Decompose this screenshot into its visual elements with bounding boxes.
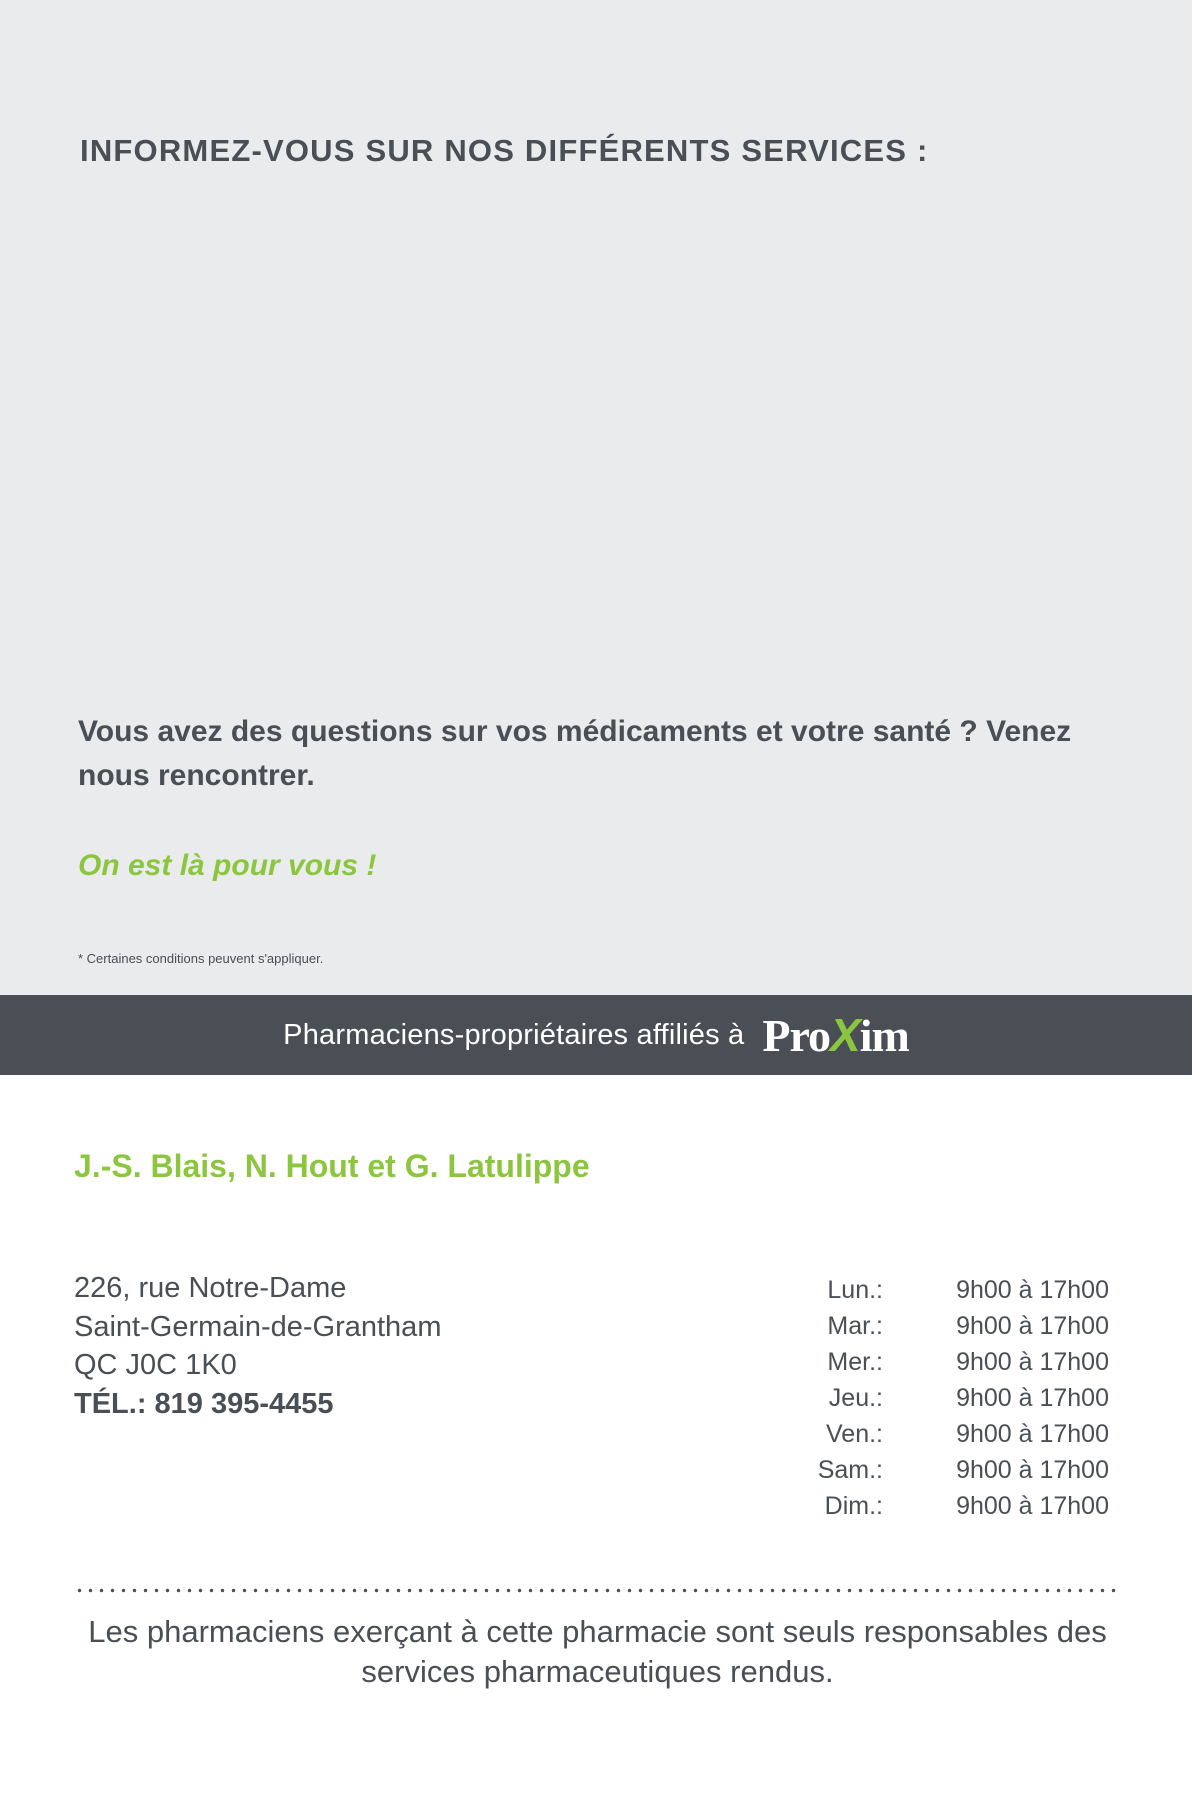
disclaimer-text: * Certaines conditions peuvent s'appliquer. [78, 951, 324, 966]
proxim-logo-mark: X [830, 1008, 860, 1061]
hours-row [795, 1308, 1109, 1344]
hours-day-label: Mar.: [827, 1312, 883, 1340]
hours-row [795, 1488, 1109, 1524]
hours-time-value: 9h00 à 17h00 [956, 1312, 1109, 1340]
hours-row [795, 1272, 1109, 1308]
hours-time-value: 9h00 à 17h00 [956, 1348, 1109, 1376]
affiliation-bar [0, 995, 1192, 1075]
hours-time-value: 9h00 à 17h00 [956, 1456, 1109, 1484]
address-block [74, 1269, 441, 1423]
proxim-logo-prefix: Pro [762, 1009, 831, 1061]
question-text: Vous avez des questions sur vos médicaments et votre santé ? Venez nous rencontrer. [78, 715, 1072, 793]
affiliation-label: Pharmaciens-propriétaires affiliés à [283, 1018, 745, 1051]
hours-row [795, 1416, 1109, 1452]
hours-day-label: Dim.: [824, 1492, 883, 1520]
opening-hours [795, 1272, 1109, 1524]
proxim-logo-suffix: im [859, 1009, 909, 1061]
proxim-logo [762, 1008, 909, 1061]
hours-time-value: 9h00 à 17h00 [956, 1492, 1109, 1520]
address-line-1: 226, rue Notre-Dame [74, 1272, 347, 1304]
phone-number: TÉL.: 819 395-4455 [74, 1387, 334, 1420]
hours-day-label: Jeu.: [828, 1384, 883, 1412]
pharmacists-names: J.-S. Blais, N. Hout et G. Latulippe [74, 1148, 590, 1184]
page-title: INFORMEZ-VOUS SUR NOS DIFFÉRENTS SERVICES : [80, 133, 929, 168]
address-line-2: Saint-Germain-de-Grantham [74, 1310, 442, 1343]
hours-day-label: Lun.: [827, 1276, 883, 1304]
hours-row [795, 1380, 1109, 1416]
hours-day-label: Ven.: [826, 1420, 883, 1448]
hours-day-label: Sam.: [817, 1456, 883, 1484]
tagline-text: On est là pour vous ! [78, 849, 377, 882]
hours-row [795, 1344, 1109, 1380]
hours-time-value: 9h00 à 17h00 [956, 1276, 1109, 1304]
hours-row [795, 1452, 1109, 1488]
hours-time-value: 9h00 à 17h00 [956, 1384, 1109, 1412]
hours-day-label: Mer.: [827, 1348, 883, 1376]
footer-note: Les pharmaciens exerçant à cette pharmacie sont seuls responsables des services pharmaceutiques rendus. [88, 1614, 1107, 1690]
hours-time-value: 9h00 à 17h00 [956, 1420, 1109, 1448]
address-line-3: QC J0C 1K0 [74, 1349, 237, 1382]
dotted-divider [74, 1588, 1120, 1593]
